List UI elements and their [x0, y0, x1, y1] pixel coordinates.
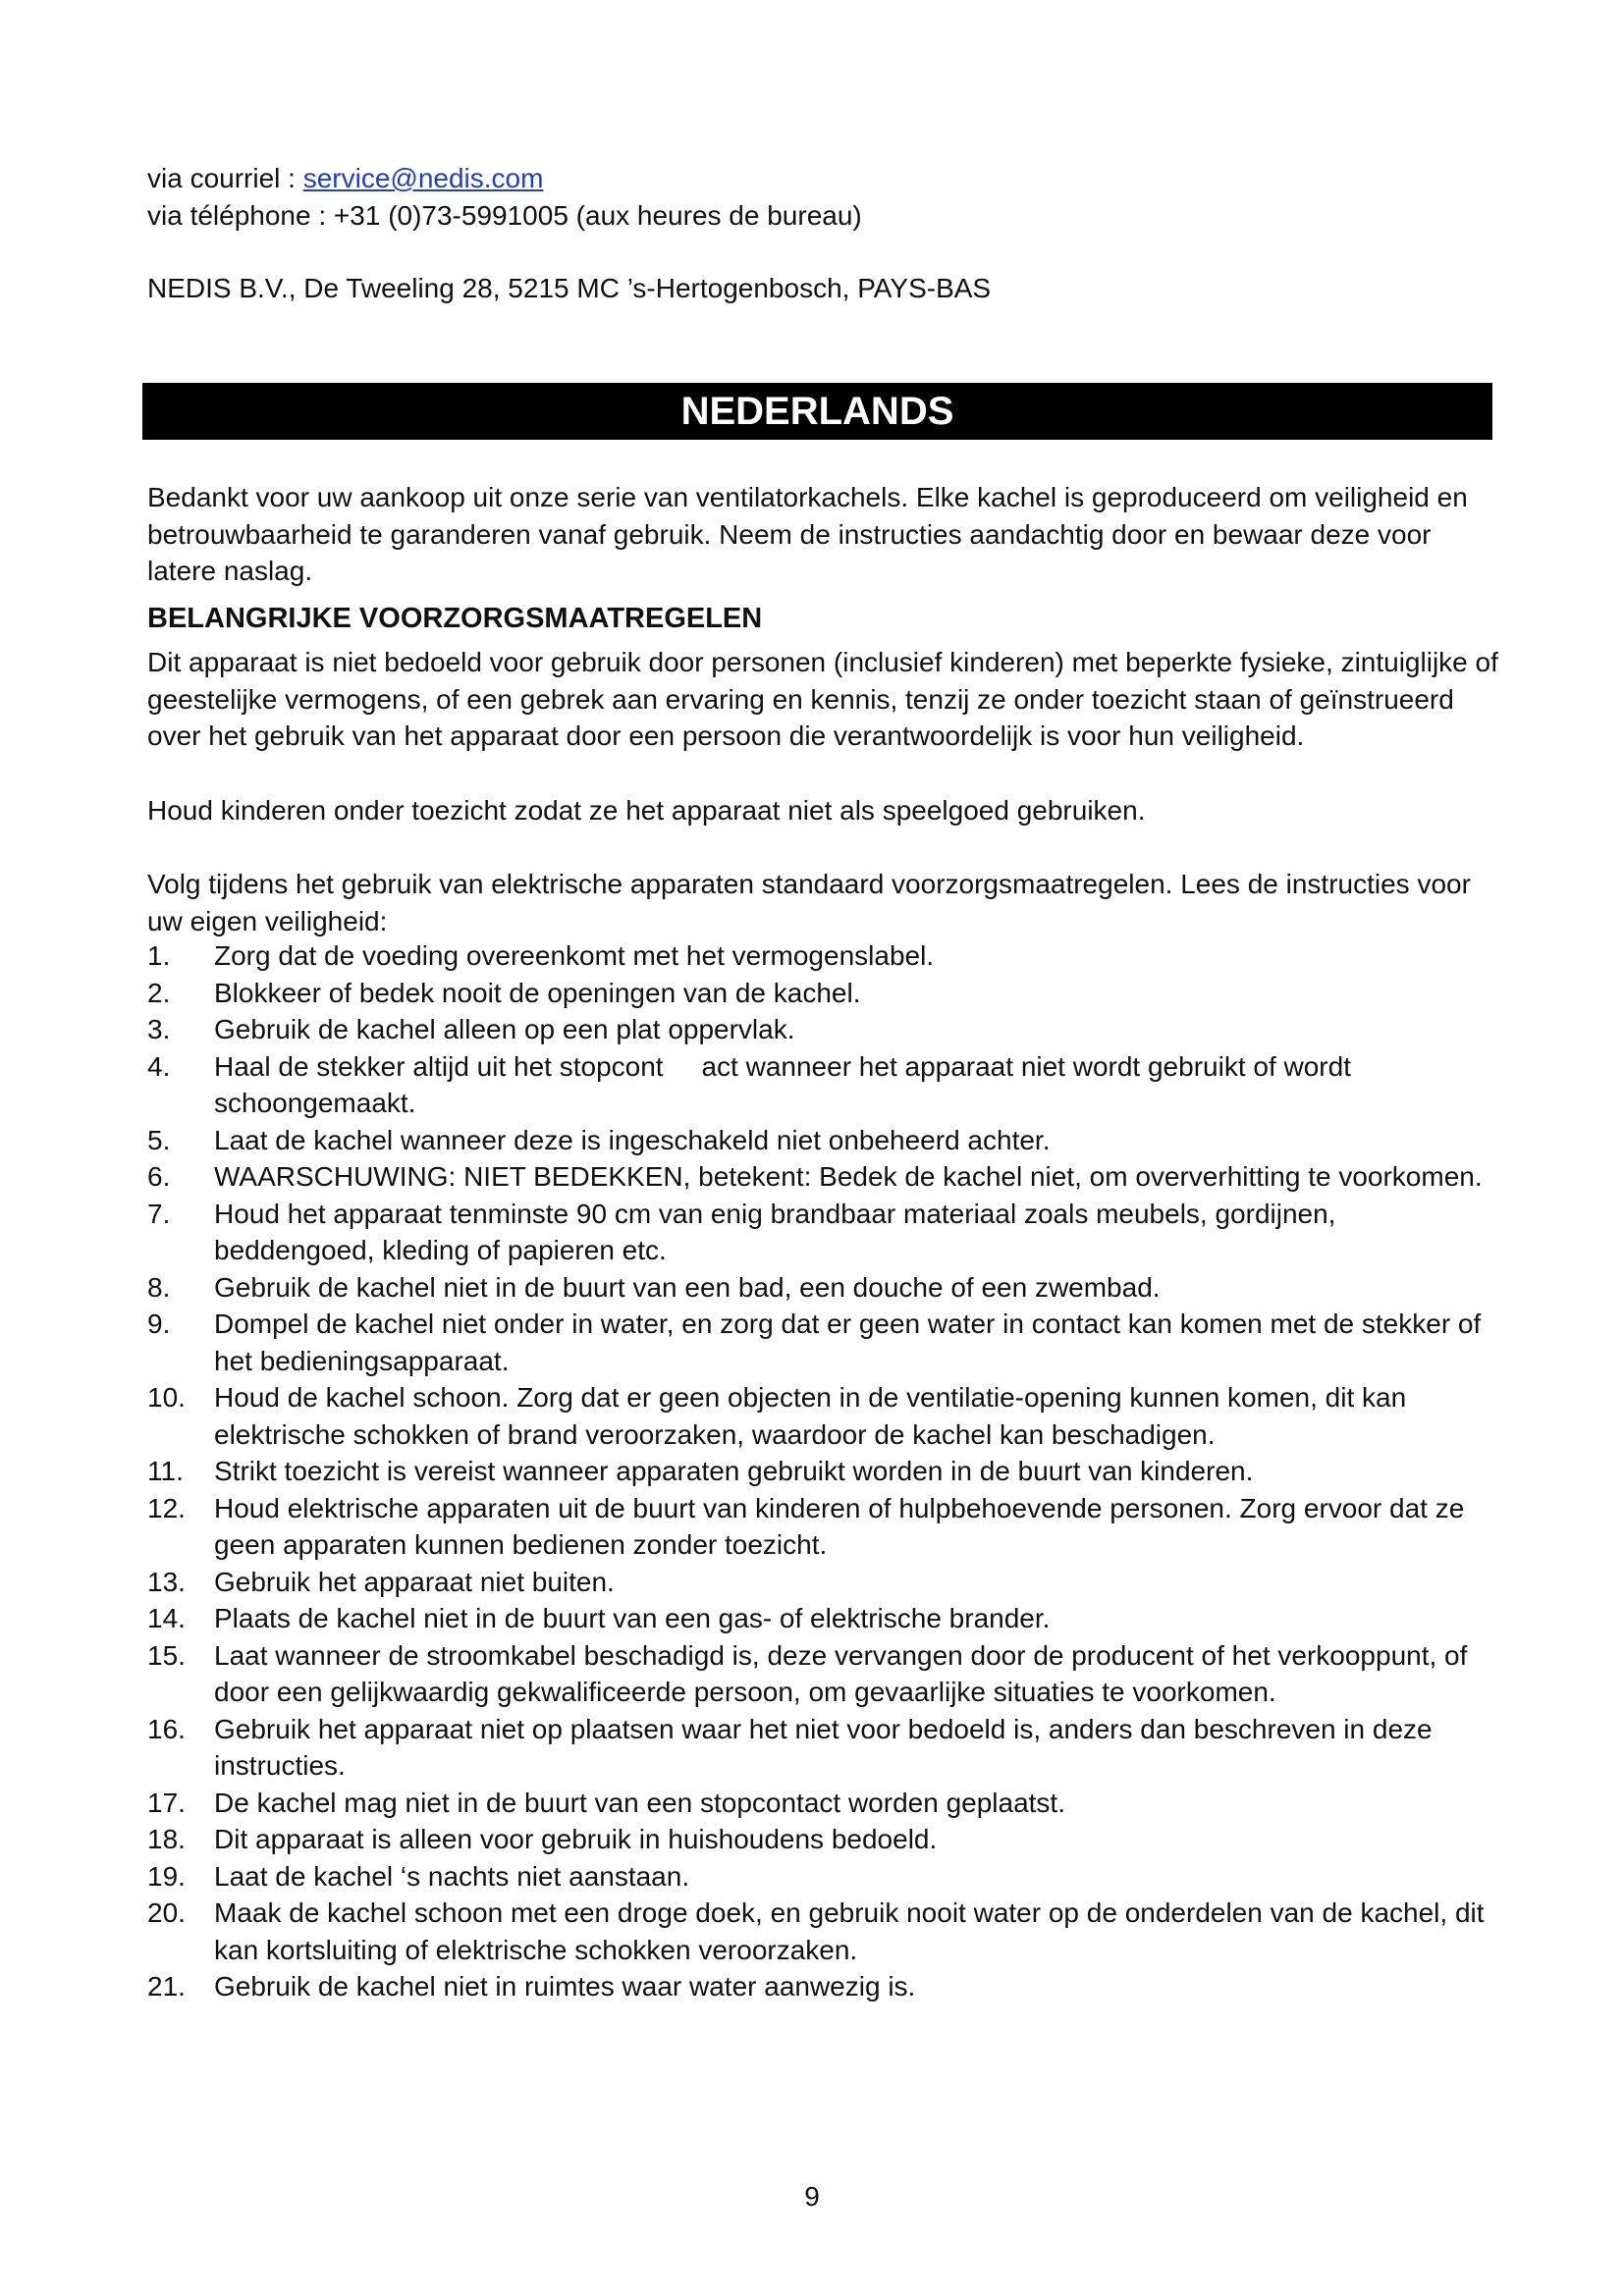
- list-item-number: 9.: [147, 1308, 171, 1339]
- list-item-text: Dompel de kachel niet onder in water, en zorg dat er geen water in contact kan komen met de stekker of het bedieningsapparaat.: [214, 1308, 1482, 1376]
- contact-address: NEDIS B.V., De Tweeling 28, 5215 MC ’s-Hertogenbosch, PAYS-BAS: [147, 273, 992, 303]
- precautions-intro: Volg tijdens het gebruik van elektrische apparaten standaard voorzorgsmaatregelen. Lees de instructies voor uw eigen veiligheid:: [147, 869, 1471, 936]
- list-item-text: Gebruik de kachel niet in ruimtes waar water aanwezig is.: [214, 1971, 916, 2002]
- list-item-number: 1.: [147, 940, 171, 971]
- list-item-number: 15.: [147, 1639, 186, 1671]
- list-item-text: Houd de kachel schoon. Zorg dat er geen objecten in de ventilatie-opening kunnen komen, dit kan elektrische schokken of brand veroorzaken, waardoor de kachel kan beschadigen.: [214, 1382, 1407, 1450]
- list-item: [147, 975, 1502, 1012]
- list-item: [147, 937, 1502, 975]
- list-item-text: WAARSCHUWING: NIET BEDEKKEN, betekent: Bedek de kachel niet, om oververhitting te voorkomen.: [214, 1161, 1483, 1192]
- list-item: [147, 1637, 1502, 1711]
- list-item: [147, 1048, 1502, 1122]
- list-item: [147, 1158, 1502, 1196]
- list-item-number: 3.: [147, 1014, 171, 1044]
- list-item-text: Plaats de kachel niet in de buurt van een gas- of elektrische brander.: [214, 1603, 1051, 1633]
- list-item-text: Houd het apparaat tenminste 90 cm van enig brandbaar materiaal zoals meubels, gordijnen, beddengoed, kleding of papieren etc.: [214, 1198, 1336, 1265]
- contact-email-prefix: via courriel :: [147, 163, 303, 193]
- list-item: [147, 1785, 1502, 1822]
- list-item: [147, 1306, 1502, 1379]
- list-item: [147, 1011, 1502, 1048]
- list-item-number: 19.: [147, 1860, 186, 1892]
- list-item-number: 6.: [147, 1161, 171, 1192]
- list-item-number: 7.: [147, 1198, 171, 1229]
- list-item-text: Dit apparaat is alleen voor gebruik in huishoudens bedoeld.: [214, 1824, 938, 1854]
- list-item-text: Gebruik de kachel niet in de buurt van een bad, een douche of een zwembad.: [214, 1271, 1161, 1303]
- list-item-number: 2.: [147, 977, 171, 1008]
- list-item-text: Gebruik de kachel alleen op een plat oppervlak.: [214, 1014, 795, 1044]
- list-item: [147, 1858, 1502, 1896]
- list-item-number: 14.: [147, 1603, 186, 1633]
- list-item-number: 11.: [147, 1456, 184, 1486]
- list-item-number: 8.: [147, 1271, 171, 1303]
- list-item: [147, 1600, 1502, 1637]
- language-banner: NEDERLANDS: [142, 383, 1492, 440]
- list-item: [147, 1490, 1502, 1564]
- list-item-number: 4.: [147, 1050, 171, 1082]
- list-item-text: Gebruik het apparaat niet buiten.: [214, 1566, 615, 1597]
- list-item-text: Haal de stekker altijd uit het stopcont act wanneer het apparaat niet wordt gebruikt of wordt schoongemaakt.: [214, 1050, 1359, 1118]
- list-item-text: De kachel mag niet in de buurt van een stopcontact worden geplaatst.: [214, 1787, 1065, 1818]
- list-item-text: Gebruik het apparaat niet op plaatsen waar het niet voor bedoeld is, anders dan beschreven in deze instructies.: [214, 1713, 1433, 1781]
- contact-email-link[interactable]: service@nedis.com: [302, 163, 544, 193]
- contact-email-line: [147, 161, 543, 196]
- list-item-number: 17.: [147, 1787, 186, 1818]
- list-item-text: Zorg dat de voeding overeenkomt met het vermogenslabel.: [214, 940, 935, 971]
- list-item-number: 10.: [147, 1382, 186, 1413]
- list-item: [147, 1196, 1502, 1269]
- list-item: [147, 1968, 1502, 2005]
- list-item-text: Laat de kachel wanneer deze is ingeschakeld niet onbeheerd achter.: [214, 1124, 1051, 1155]
- page-number: 9: [804, 2181, 820, 2212]
- list-item: [147, 1564, 1502, 1601]
- contact-phone: via téléphone : +31 (0)73-5991005 (aux heures de bureau): [147, 200, 862, 231]
- list-item: [147, 1895, 1502, 1968]
- list-item-number: 21.: [147, 1971, 186, 2002]
- list-item-text: Houd elektrische apparaten uit de buurt van kinderen of hulpbehoevende personen. Zorg ervoor dat ze geen apparaten kunnen bedienen zonder toezicht.: [214, 1492, 1465, 1560]
- intro-paragraph: Bedankt voor uw aankoop uit onze serie van ventilatorkachels. Elke kachel is geproduceerd om veiligheid en betrouwbaarheid te garanderen vanaf gebruik. Neem de instructies aandachtig door en bewaar deze voor latere naslag.: [147, 482, 1468, 586]
- list-item-text: Laat wanneer de stroomkabel beschadigd is, deze vervangen door de producent of het verkooppunt, of door een gelijkwaardig gekwalificeerde persoon, om gevaarlijke situaties te voorkomen.: [214, 1639, 1468, 1707]
- list-item-number: 13.: [147, 1566, 186, 1597]
- list-item: [147, 1122, 1502, 1159]
- list-item: [147, 1711, 1502, 1785]
- list-item-number: 16.: [147, 1713, 186, 1744]
- list-item-text: Maak de kachel schoon met een droge doek, en gebruik nooit water op de onderdelen van de kachel, dit kan kortsluiting of elektrische schokken veroorzaken.: [214, 1897, 1485, 1965]
- list-item: [147, 1379, 1502, 1453]
- supervision-paragraph: Houd kinderen onder toezicht zodat ze het apparaat niet als speelgoed gebruiken.: [147, 795, 1146, 826]
- warning-paragraph: Dit apparaat is niet bedoeld voor gebruik door personen (inclusief kinderen) met beperkte fysieke, zintuiglijke of geestelijke vermogens, of een gebrek aan ervaring en kennis, tenzij ze onder toezicht staan of geïnstrueerd over het gebruik van het apparaat door een persoon die verantwoordelijk is voor hun veiligheid.: [147, 647, 1498, 751]
- section-heading: BELANGRIJKE VOORZORGSMAATREGELEN: [147, 603, 763, 634]
- list-item-number: 5.: [147, 1124, 171, 1155]
- list-item: [147, 1269, 1502, 1307]
- list-item: [147, 1453, 1502, 1490]
- list-item-number: 20.: [147, 1897, 186, 1928]
- list-item: [147, 1821, 1502, 1858]
- list-item-text: Blokkeer of bedek nooit de openingen van de kachel.: [214, 977, 861, 1008]
- list-item-number: 18.: [147, 1824, 186, 1854]
- list-item-text: Strikt toezicht is vereist wanneer apparaten gebruikt worden in de buurt van kinderen.: [214, 1456, 1254, 1486]
- precautions-list: [147, 937, 1502, 2005]
- list-item-text: Laat de kachel ‘s nachts niet aanstaan.: [214, 1860, 690, 1892]
- list-item-number: 12.: [147, 1492, 186, 1523]
